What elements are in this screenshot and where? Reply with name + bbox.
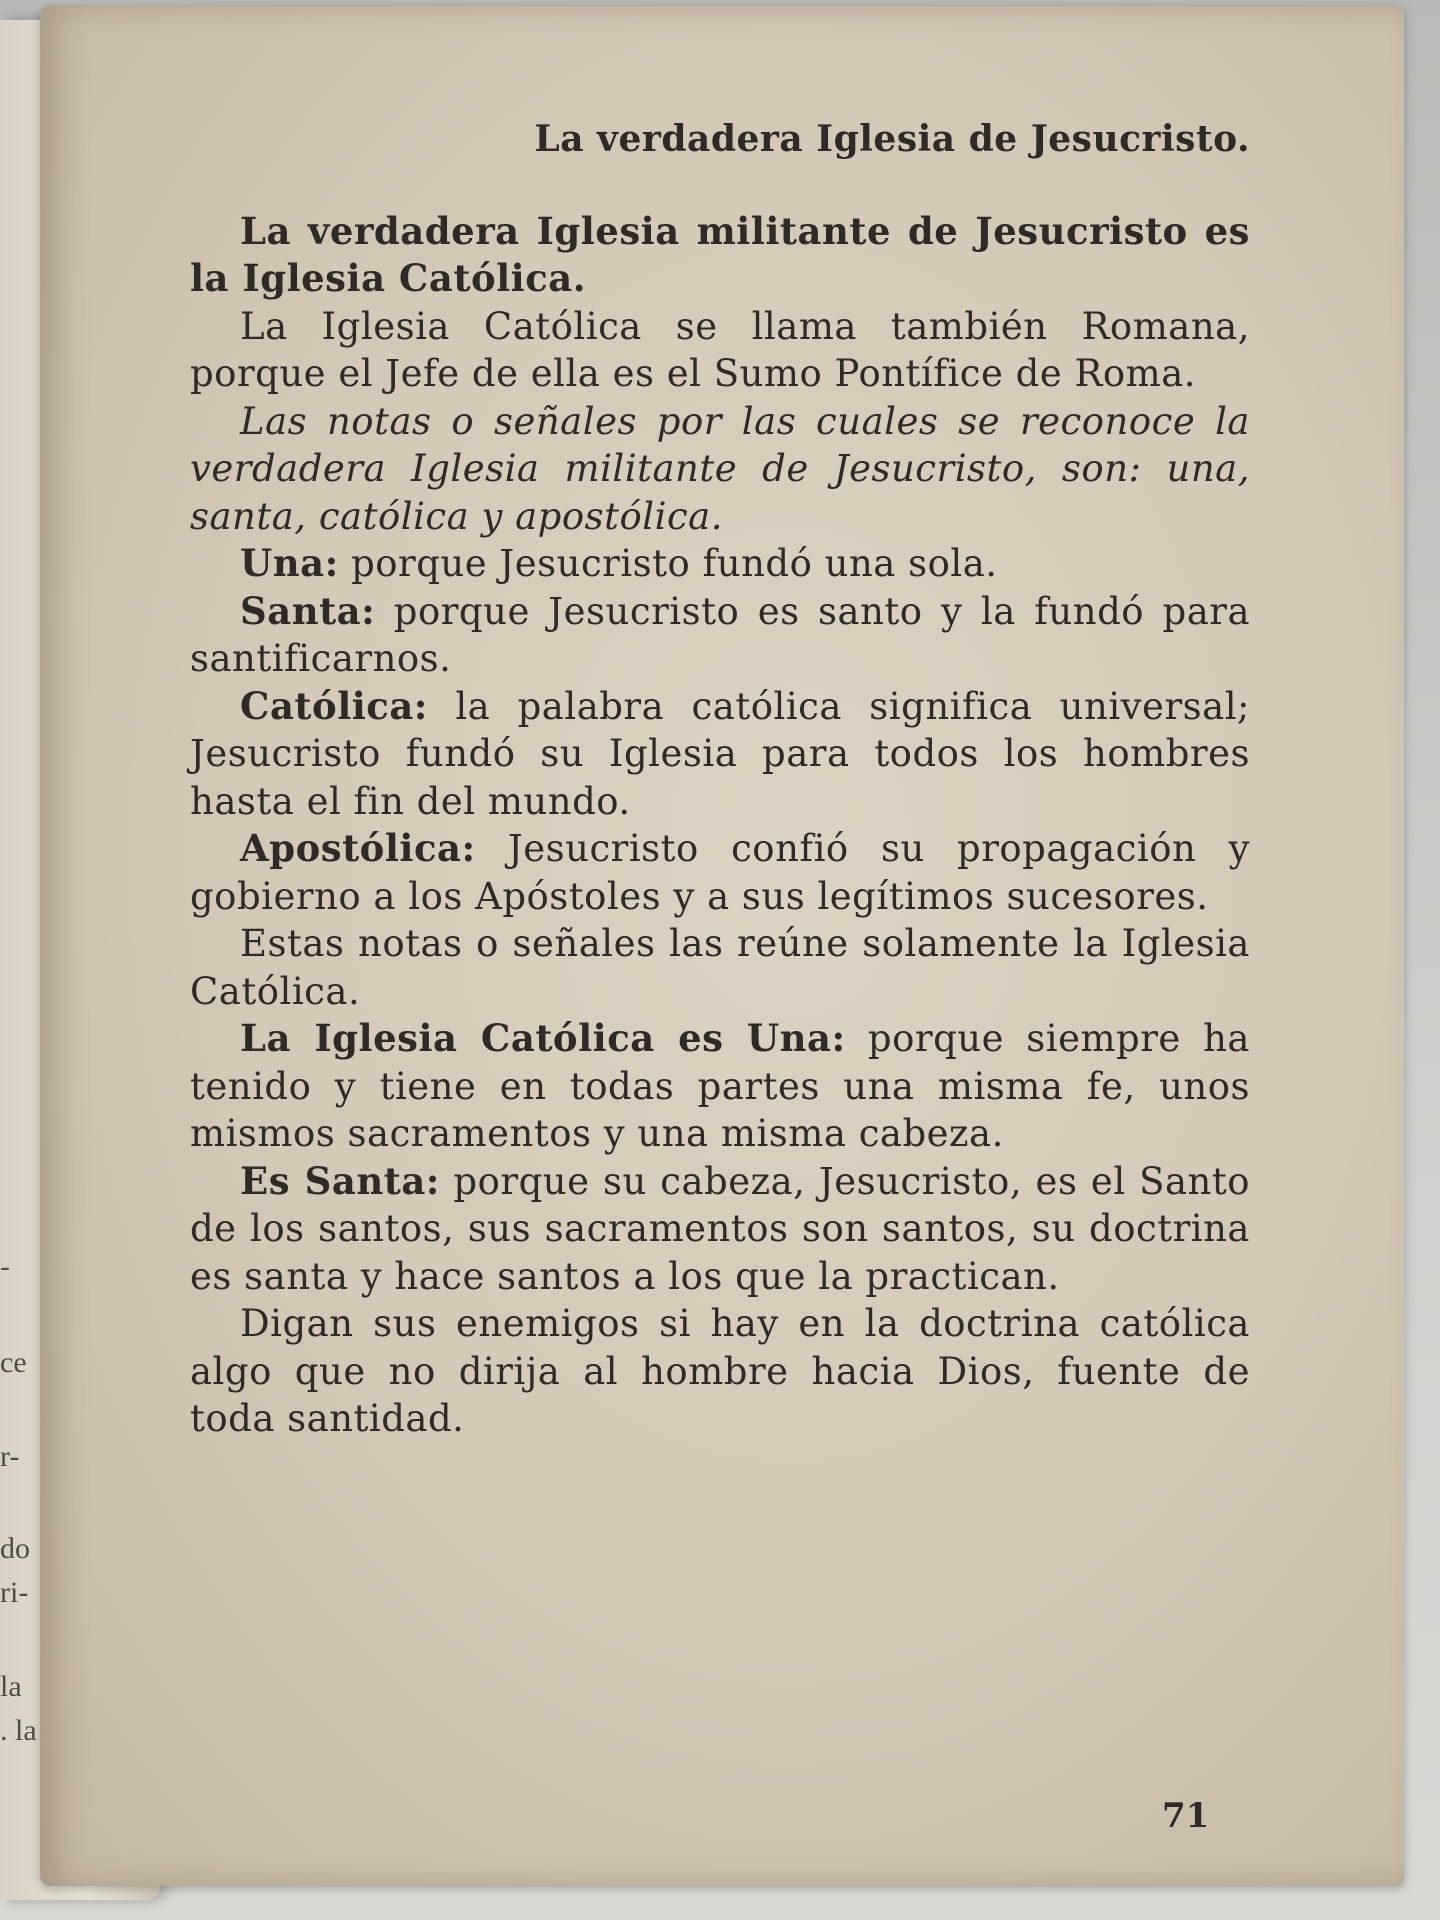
paragraph-text: porque siempre ha tenido y tiene en todas partes una misma fe, unos mismos sacramentos y una misma cabeza. xyxy=(190,1017,1250,1155)
paragraph-text: porque Jesucristo fundó una sola. xyxy=(338,542,998,585)
left-page-fragment: do xyxy=(0,1532,30,1565)
paragraph xyxy=(190,1015,1250,1158)
paragraph-text: porque su cabeza, Jesucristo, es el Santo de los santos, sus sacramentos son santos, su doctrina es santa y hace santos a los que la practican. xyxy=(190,1159,1251,1298)
book-page xyxy=(40,6,1404,1886)
paragraph-text: Jesucristo confió su propagación y gobierno a los Apóstoles y a sus legítimos sucesores. xyxy=(190,827,1250,918)
paragraph-term: La Iglesia Católica es Una: xyxy=(240,1016,846,1060)
paragraph-text: La Iglesia Católica se llama también Romana, porque el Jefe de ella es el Sumo Pontífice de Roma. xyxy=(190,304,1250,395)
paragraph-term: Es Santa: xyxy=(240,1158,440,1203)
left-page-fragment: ce xyxy=(0,1346,27,1379)
paragraph-text: La verdadera Iglesia militante de Jesucristo es la Iglesia Católica. xyxy=(190,208,1250,300)
page-heading: La verdadera Iglesia de Jesucristo. xyxy=(534,118,1250,160)
paragraph-text: Digan sus enemigos si hay en la doctrina católica algo que no dirija al hombre hacia Dios, fuente de toda santidad. xyxy=(190,1302,1250,1440)
paragraph xyxy=(190,825,1250,920)
paragraph-text: Estas notas o señales las reúne solamente la Iglesia Católica. xyxy=(190,922,1250,1013)
paragraph-term: Apostólica: xyxy=(240,826,476,870)
paragraph-text: Las notas o señales por las cuales se reconoce la verdadera Iglesia militante de Jesucristo, son: una, santa, católica y apostólica. xyxy=(190,399,1250,538)
left-page-fragment: r- xyxy=(0,1440,20,1473)
left-page-fragment: la xyxy=(0,1670,22,1703)
left-page-fragment: . la xyxy=(0,1714,37,1747)
paragraph xyxy=(190,540,1250,588)
paragraph xyxy=(190,1158,1250,1301)
paragraph-term: Católica: xyxy=(240,683,428,728)
page-number: 71 xyxy=(1162,1796,1210,1836)
paragraph xyxy=(190,303,1250,398)
paragraph xyxy=(190,1300,1250,1443)
paragraph-term: Una: xyxy=(240,541,339,585)
paragraph xyxy=(190,683,1250,826)
paragraph-term: Santa: xyxy=(240,588,376,633)
paragraph xyxy=(190,208,1250,303)
paragraph-text: la palabra católica significa universal; Jesucristo fundó su Iglesia para todos los hombres hasta el fin del mundo. xyxy=(190,684,1250,823)
paragraph-text: porque Jesucristo es santo y la fundó para santificarnos. xyxy=(190,589,1250,680)
paragraph xyxy=(190,398,1250,541)
page-text-block xyxy=(190,116,1250,1443)
paragraph xyxy=(190,588,1250,683)
left-page-fragment: ri- xyxy=(0,1576,29,1609)
left-page-fragment: - xyxy=(0,1250,10,1283)
paragraph xyxy=(190,920,1250,1015)
